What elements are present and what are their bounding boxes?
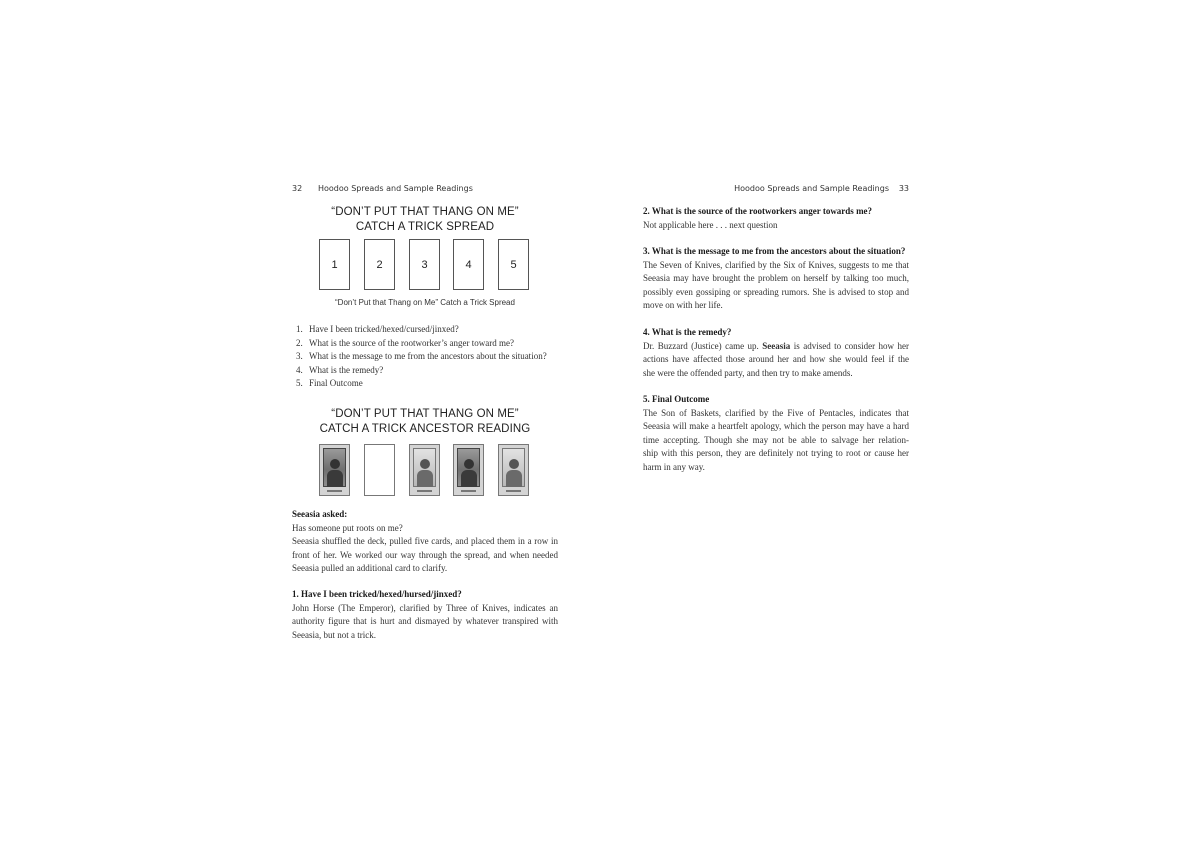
- right-running-head: [734, 184, 909, 193]
- reading-card-image-5: [498, 444, 529, 496]
- answer-3-line: move on with her life.: [643, 300, 723, 310]
- answer-2-line: Not applicable here . . . next question: [643, 219, 778, 230]
- answer-5-line: time accepting. Though she may not be able to salvage her relation-: [643, 434, 909, 445]
- answer-1-line: authority figure that is hurt and dismayed by whatever transpired with: [292, 616, 558, 626]
- answer-4-block: [643, 326, 909, 380]
- answer-2-heading: 2. What is the source of the rootworkers anger towards me?: [643, 206, 873, 216]
- answer-5-line: harm in any way.: [643, 461, 705, 472]
- question-item: 3. What is the message to me from the ancestors about the situation?: [296, 351, 547, 361]
- spread-card-row: [319, 239, 533, 293]
- spread-card-5: 5: [498, 239, 529, 290]
- answer-5-block: [643, 393, 909, 474]
- answer-1-line: John Horse (The Emperor), clarified by Three of Knives, indicates an: [292, 602, 558, 613]
- seeasia-line: front of her. We worked our way through the spread, and when needed: [292, 549, 558, 560]
- seeasia-question: Has someone put roots on me?: [292, 522, 403, 533]
- reading-card-image-3: [409, 444, 440, 496]
- reading-card-image-1: [319, 444, 350, 496]
- reading-card-blank: [364, 444, 395, 496]
- answer-5-line: Seeasia will make a heartfelt apology, which the person may have a hard: [643, 421, 909, 431]
- question-item: 4. What is the remedy?: [296, 364, 384, 375]
- question-item: 5. Final Outcome: [296, 378, 363, 388]
- answer-4-line: actions have affected those around her and how she would feel if the: [643, 354, 909, 364]
- left-page: [292, 0, 558, 855]
- answer-5-line: ship with this person, they are definitely not trying to root or cause her: [643, 448, 909, 458]
- left-running-head: [292, 184, 473, 193]
- reading-title-line-2: CATCH A TRICK ANCESTOR READING: [319, 423, 531, 435]
- right-page: [643, 0, 909, 855]
- seeasia-name-bold: Seeasia: [762, 340, 791, 351]
- answer-3-line: possibly even gossiping or spreading rumors. She is advised to stop and: [643, 286, 909, 297]
- spread-card-3: 3: [409, 239, 440, 290]
- spread-card-1: 1: [319, 239, 350, 290]
- spread-title-line-2: CATCH A TRICK SPREAD: [355, 221, 495, 233]
- seeasia-heading: Seeasia asked:: [292, 509, 348, 519]
- answer-4-line: she were the offended party, and then try to make amends.: [643, 367, 853, 378]
- question-item: 1. Have I been tricked/hexed/cursed/jinxed?: [296, 324, 459, 334]
- reading-card-row: [319, 444, 533, 497]
- reading-card-image-4: [453, 444, 484, 496]
- answer-4-line: Dr. Buzzard (Justice) came up. Seeasia is advised to consider how her: [643, 340, 910, 351]
- answer-3-block: [643, 245, 909, 313]
- spread-caption: “Don’t Put that Thang on Me” Catch a Trick Spread: [335, 298, 515, 307]
- answer-1-line: Seeasia, but not a trick.: [292, 629, 376, 640]
- answer-3-line: Seeasia may have brought the problem on herself by talking too much,: [643, 273, 909, 283]
- answer-1-block: [292, 588, 558, 642]
- left-page-number: 32: [292, 184, 303, 193]
- right-page-number: 33: [898, 184, 909, 193]
- reading-title: [292, 407, 558, 437]
- answer-5-line: The Son of Baskets, clarified by the Five of Pentacles, indicates that: [643, 407, 909, 418]
- left-running-head-title: Hoodoo Spreads and Sample Readings: [318, 184, 473, 193]
- answer-3-line: The Seven of Knives, clarified by the Six of Knives, suggests to me that: [643, 259, 909, 270]
- answer-5-heading: 5. Final Outcome: [643, 394, 710, 404]
- spread-card-4: 4: [453, 239, 484, 290]
- reading-title-line-1: “DON’T PUT THAT THANG ON ME”: [331, 408, 519, 420]
- spread-title: [292, 205, 558, 235]
- seeasia-line: Seeasia pulled an additional card to clarify.: [292, 563, 448, 573]
- spread-card-2: 2: [364, 239, 395, 290]
- spread-title-line-1: “DON’T PUT THAT THANG ON ME”: [331, 206, 519, 218]
- right-running-head-title: Hoodoo Spreads and Sample Readings: [734, 184, 889, 193]
- question-list: [296, 323, 547, 391]
- seeasia-block: [292, 508, 558, 576]
- answer-1-heading: 1. Have I been tricked/hexed/hursed/jinxed?: [292, 589, 462, 599]
- seeasia-line: Seeasia shuffled the deck, pulled five cards, and placed them in a row in: [292, 536, 558, 546]
- answer-2-block: [643, 205, 909, 232]
- answer-3-heading: 3. What is the message to me from the ancestors about the situation?: [643, 246, 906, 256]
- answer-4-heading: 4. What is the remedy?: [643, 327, 732, 337]
- question-item: 2. What is the source of the rootworker’s anger toward me?: [296, 337, 515, 348]
